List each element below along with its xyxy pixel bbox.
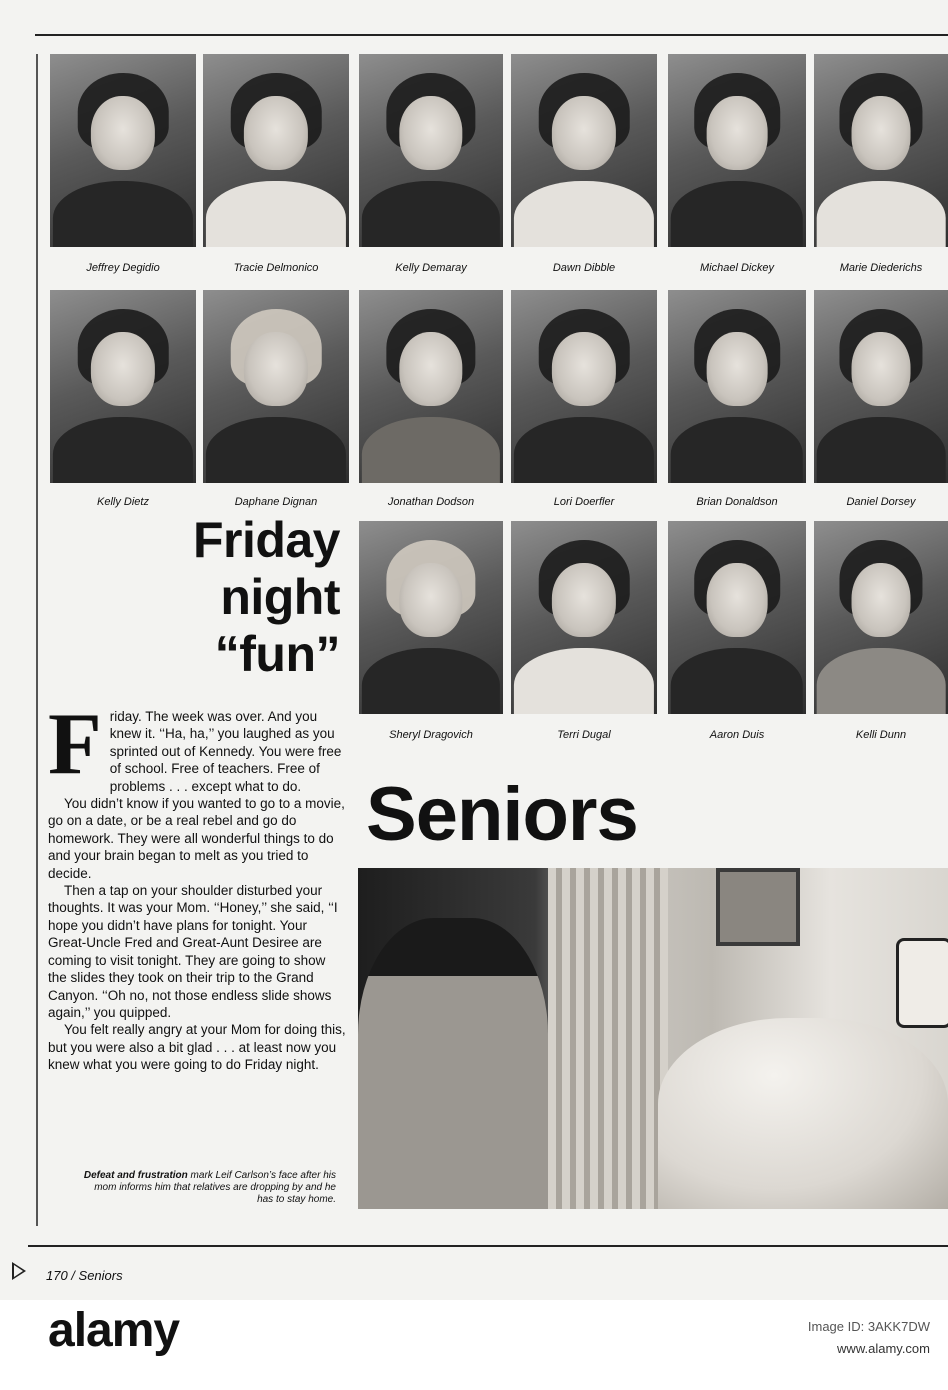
headline-line: Friday: [192, 512, 340, 568]
portrait-photo: [50, 290, 196, 483]
portrait-photo: [668, 290, 806, 483]
portrait-caption: Jeffrey Degidio: [86, 262, 160, 274]
story-headline: [193, 512, 340, 683]
story-paragraph: You didn’t know if you wanted to go to a movie, go on a date, or be a real rebel and go do homework. They were all wonderful things to do and your brain began to melt as you tried to decide.: [48, 796, 345, 881]
portrait-caption: Kelli Dunn: [855, 729, 907, 741]
photo-caption: [80, 1170, 336, 1206]
image-id: Image ID: 3AKK7DW: [807, 1319, 930, 1334]
son-figure: [658, 1018, 948, 1209]
portrait-photo: [511, 290, 657, 483]
top-rule: [35, 34, 948, 36]
portrait-photo: [814, 54, 948, 247]
portrait-caption: Kelly Dietz: [97, 496, 149, 508]
portrait-caption: Dawn Dibble: [552, 262, 616, 274]
curtain: [548, 868, 668, 1209]
portrait-photo: [203, 54, 349, 247]
portrait-caption: Daniel Dorsey: [846, 496, 916, 508]
page-number: 170 / Seniors: [46, 1268, 123, 1283]
story-paragraph: [48, 696, 346, 795]
headline-line: night: [220, 569, 340, 625]
photo-caption-text: mark Leif Carlson’s face after his mom informs him that relatives are dropping by and he has to stay home.: [94, 1170, 336, 1205]
portrait-photo: [359, 521, 503, 714]
story-paragraph: Then a tap on your shoulder disturbed your thoughts. It was your Mom. ‘‘Honey,’’ she said, ‘‘I hope you didn’t have plans for tonight. Your Great-Uncle Fred and Great-Aunt Desiree are coming to visit tonight. They are going to show the slides they took on their trip to the Grand Canyon. ‘‘Oh no, not those endless slide shows again,’’ you quipped.: [48, 883, 338, 1020]
portrait-caption: Sheryl Dragovich: [389, 729, 473, 741]
portrait-photo: [50, 54, 196, 247]
portrait-caption: Tracie Delmonico: [233, 262, 319, 274]
left-rule: [36, 54, 38, 1226]
alamy-logo: alamy: [48, 1304, 180, 1357]
portrait-caption: Marie Diederichs: [839, 262, 923, 274]
portrait-caption: Daphane Dignan: [234, 496, 318, 508]
wall-clock: [896, 938, 948, 1028]
story-paragraph-text: riday. The week was over. And you knew it. ‘‘Ha, ha,’’ you laughed as you sprinted out of Kennedy. You were free of school. Free of teachers. Free of problems . . . except what to do.: [109, 709, 342, 794]
wall-frame: [716, 868, 800, 946]
portrait-photo: [668, 54, 806, 247]
portrait-caption: Aaron Duis: [709, 729, 765, 741]
story-paragraph: You felt really angry at your Mom for doing this, but you were also a bit glad . . . at least now you knew what you were going to do Friday night.: [48, 1022, 346, 1073]
section-title: Seniors: [366, 772, 638, 857]
drop-cap: F: [48, 696, 102, 793]
portrait-photo: [359, 290, 503, 483]
bottom-rule: [28, 1245, 948, 1247]
photo-caption-lead: Defeat and frustration: [83, 1170, 188, 1181]
portrait-caption: Brian Donaldson: [696, 496, 778, 508]
portrait-caption: Kelly Demaray: [395, 262, 467, 274]
portrait-photo: [814, 290, 948, 483]
portrait-photo: [203, 290, 349, 483]
portrait-caption: Lori Doerfler: [553, 496, 615, 508]
banner-meta: [808, 1316, 930, 1360]
story-body: [48, 696, 346, 1074]
headline-line: “fun”: [214, 626, 340, 682]
banner-url: www.alamy.com: [837, 1341, 930, 1356]
page-arrow-icon: [12, 1262, 26, 1280]
portrait-photo: [511, 521, 657, 714]
mother-figure: [358, 918, 548, 1209]
portrait-photo: [359, 54, 503, 247]
portrait-caption: Jonathan Dodson: [387, 496, 475, 508]
portrait-caption: Michael Dickey: [700, 262, 774, 274]
portrait-photo: [511, 54, 657, 247]
portrait-photo: [668, 521, 806, 714]
portrait-caption: Terri Dugal: [557, 729, 611, 741]
feature-photo: [358, 868, 948, 1209]
portrait-photo: [814, 521, 948, 714]
